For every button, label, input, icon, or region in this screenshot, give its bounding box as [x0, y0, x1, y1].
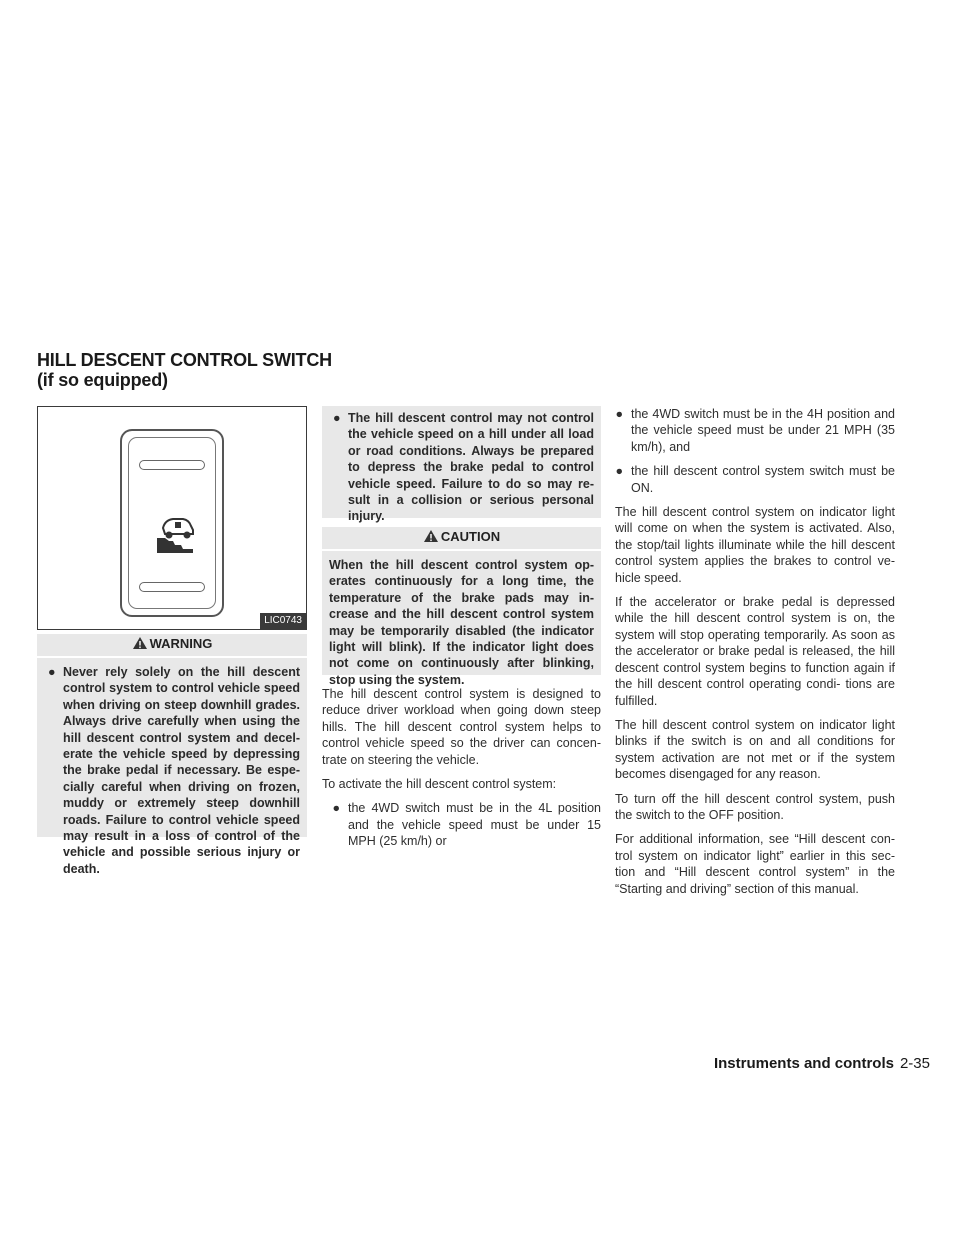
caution-text: When the hill descent control system op- erates continuously for a long time, the temperature of the brake pads may in- crease and the hill descent control system may be temporarily disabled (the indicator light will blink). If the indicator light does not come on continuously after blinking, stop using the system.: [329, 558, 594, 687]
page-footer: [690, 1055, 930, 1073]
paragraph: If the accelerator or brake pedal is depressed while the hill descent control system is on, the system will stop operating temporarily. As soon as the accelerator or brake pedal is released, the hill descent control system begins to function again if the hill descent control operating condi- tions are fulfilled.: [615, 595, 895, 708]
caution-box: [322, 527, 601, 687]
list-item: ● the 4WD switch must be in the 4H position and the vehicle speed must be under 21 MPH (35 km/h), and: [605, 406, 895, 455]
bullet-icon: ●: [333, 411, 341, 425]
warning-item: ● Never rely solely on the hill descent control system to control vehicle speed when driving on steep downhill grades. Always drive carefully when using the hill descent control system and decel- erate the vehicle speed by depressing the brake pedal if necessary. Be espe- cially careful when driving on frozen, muddy or extremely steep downhill roads. Failure to control vehicle speed may result in a loss of control of the vehicle and possible serious injury or death.: [44, 664, 300, 877]
caution-title: [322, 527, 601, 551]
paragraph: The hill descent control system is designed to reduce driver workload when going down steep hills. The hill descent control system helps to control vehicle speed so the driver can concen- trate on steering the vehicle.: [322, 687, 601, 767]
paragraph: To activate the hill descent control system:: [322, 777, 557, 792]
switch-illustration: [37, 406, 307, 630]
warning-triangle-icon: [423, 529, 439, 543]
figure-code-label: LIC0743: [260, 613, 306, 629]
footer-section-title: Instruments and controls: [713, 1055, 894, 1072]
bullet-icon: ●: [615, 407, 623, 421]
paragraph: The hill descent control system on indicator light blinks if the switch is on and all conditions for system activation are not met or if the system becomes disengaged for any reason.: [615, 717, 895, 782]
warning-box: [37, 634, 307, 876]
caution-title-text: CAUTION: [440, 529, 501, 544]
warning-box-continued: [322, 406, 601, 524]
column-3-body: [615, 406, 895, 905]
paragraph: The hill descent control system on indicator light will come on when the system is activated. Also, the stop/tail lights illuminate while the hill descent control system applies the brakes to control ve- hicle speed.: [615, 505, 895, 585]
warning-title-text: WARNING: [149, 636, 213, 651]
paragraph: To turn off the hill descent control system, push the switch to the OFF position.: [615, 791, 895, 822]
bullet-icon: ●: [332, 801, 340, 816]
warning-item: ● The hill descent control may not control the vehicle speed on a hill under all load or road conditions. Always be prepared to depress the brake pedal to control vehicle speed. Failure to do so may re- sult in a collision or serious personal injury.: [329, 410, 594, 525]
list-item: ● the 4WD switch must be in the 4L position and the vehicle speed must be under 15 MPH (25 km/h) or: [322, 800, 601, 849]
hill-descent-switch: [120, 429, 224, 617]
paragraph: For additional information, see “Hill descent con- trol system on indicator light” earlier in this sec- tion and “Hill descent control system” in the “Starting and driving” section of this manual.: [615, 832, 895, 896]
warning-title: [37, 634, 307, 658]
bullet-icon: ●: [48, 665, 56, 679]
hill-descent-switch-icon: [153, 514, 199, 554]
bullet-icon: ●: [615, 464, 623, 479]
column-2-body: [322, 686, 601, 858]
page-number: 2-35: [899, 1055, 930, 1072]
section-heading: HILL DESCENT CONTROL SWITCH (if so equipped): [37, 350, 332, 390]
warning-triangle-icon: [132, 636, 148, 650]
list-item: ● the hill descent control system switch must be ON.: [605, 463, 895, 496]
